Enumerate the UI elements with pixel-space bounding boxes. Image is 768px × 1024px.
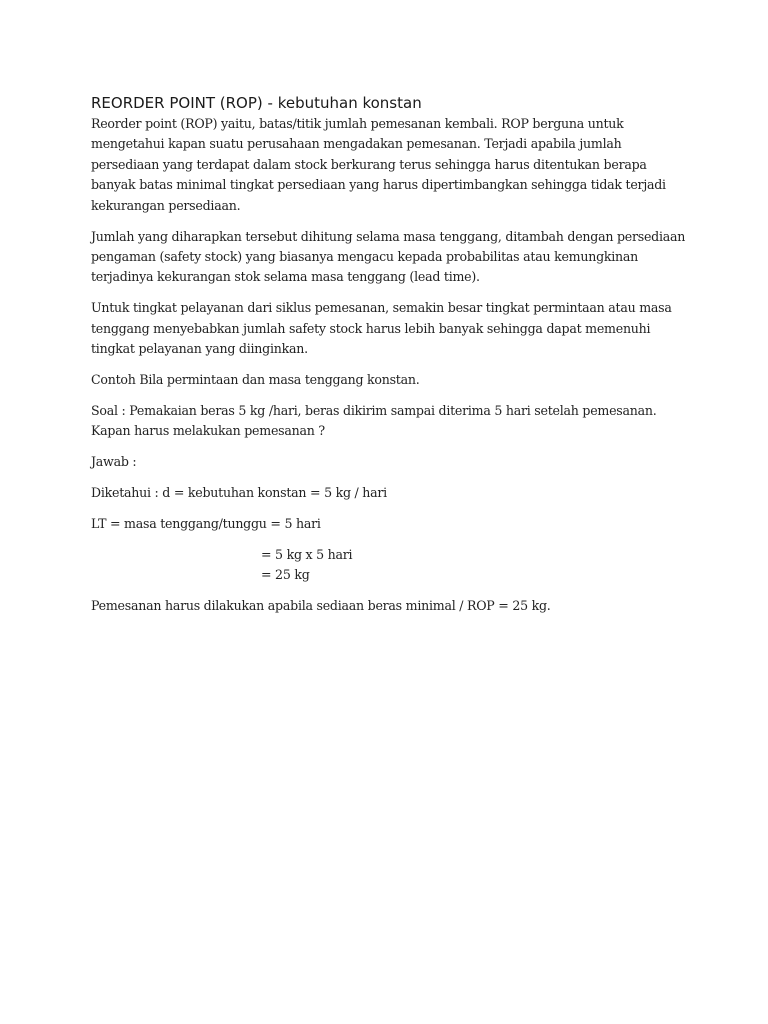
question-label: Soal : — [91, 402, 126, 418]
paragraph-definition: Reorder point (ROP) yaitu, batas/titik jumlah pemesanan kembali. ROP berguna untuk mengetahui kapan suatu perusahaan mengadakan pemesanan. Terjadi apabila jumlah persediaan yang terdapat dalam stock berkurang terus sehingga harus ditentukan berapa banyak batas minimal tingkat persediaan yang harus dipertimbangkan sehingga tidak terjadi kekurangan persediaan. — [91, 116, 666, 213]
lead-time-line: LT = masa tenggang/tunggu = 5 hari — [91, 516, 321, 531]
conclusion-line: Pemesanan harus dilakukan apabila sediaan beras minimal / ROP = 25 kg. — [91, 598, 551, 614]
question-paragraph — [91, 401, 691, 442]
document-title: REORDER POINT (ROP) - kebutuhan konstan — [91, 94, 422, 112]
given-line: Diketahui : d = kebutuhan konstan = 5 kg / hari — [91, 485, 387, 501]
document-page — [91, 92, 691, 627]
answer-label: Jawab : — [91, 454, 137, 470]
question-text: Pemakaian beras 5 kg /hari, beras dikirim sampai diterima 5 hari setelah pemesanan. Kapan harus melakukan pemesanan ? — [91, 402, 657, 439]
calculation-result: = 25 kg — [261, 567, 310, 583]
paragraph-service-level: Untuk tingkat pelayanan dari siklus pemesanan, semakin besar tingkat permintaan atau masa tenggang menyebabkan jumlah safety stock harus lebih banyak sehingga dapat memenuhi tingkat pelayanan yang diinginkan. — [91, 300, 672, 357]
paragraph-example-intro: Contoh Bila permintaan dan masa tenggang konstan. — [91, 371, 420, 387]
paragraph-safety-stock: Jumlah yang diharapkan tersebut dihitung selama masa tenggang, ditambah dengan persediaan pengaman (safety stock) yang biasanya mengacu kepada probabilitas atau kemungkinan terjadinya kekurangan stok selama masa tenggang (lead time). — [91, 228, 686, 285]
calculation-step-1: = 5 kg x 5 hari — [261, 546, 353, 562]
calculation-block — [91, 545, 691, 586]
